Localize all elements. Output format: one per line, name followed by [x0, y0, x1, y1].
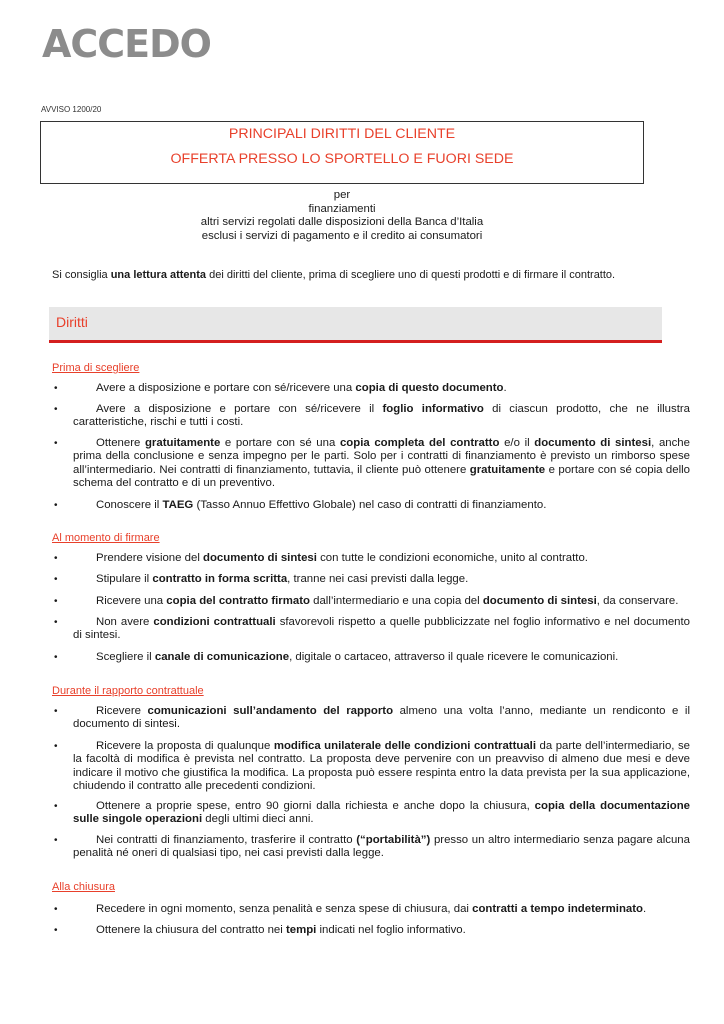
list-item-text	[73, 651, 690, 664]
list-item-text	[73, 834, 690, 861]
subtitle	[40, 189, 644, 243]
body-text: Ricevere una	[96, 595, 167, 607]
bullet-icon: •	[54, 553, 58, 564]
section-title-prima-di-scegliere: Prima di scegliere	[52, 362, 140, 374]
list-item	[54, 800, 690, 827]
body-text: , anche prima della conclusione e senza impegno per le parti. Solo per i contratti di finanziamento è previsto un rimborso spese all’intermediario. Nei contratti di finanziamento, tuttavia, il cliente può ottenere	[73, 437, 690, 476]
emphasis-text: condizioni contrattuali	[153, 616, 276, 628]
list-item	[54, 834, 690, 861]
body-text: e portare con sé una	[220, 437, 340, 449]
emphasis-text: documento di sintesi	[203, 552, 317, 564]
subtitle-line: per	[333, 189, 351, 201]
bullet-icon: •	[54, 617, 58, 628]
list-item-text	[73, 403, 690, 430]
company-logo: ACCEDO	[42, 22, 211, 66]
list-item	[54, 903, 690, 916]
emphasis-text: TAEG	[162, 499, 194, 511]
list-item-text	[73, 573, 690, 586]
body-text: e/o il	[499, 437, 535, 449]
body-text: e portare con sé copia dello schema del contratto e di un preventivo.	[73, 463, 690, 490]
title-line-2: OFFERTA PRESSO LO SPORTELLO E FUORI SEDE	[170, 151, 514, 167]
list-item-text	[73, 800, 690, 827]
bullet-icon: •	[54, 904, 58, 915]
bullet-icon: •	[54, 574, 58, 585]
list-item-text	[73, 616, 690, 643]
body-text: Ottenere	[96, 437, 145, 449]
emphasis-text: contratti a tempo indeterminato	[472, 903, 644, 915]
bullet-icon: •	[54, 438, 58, 449]
emphasis-text: gratuitamente	[469, 463, 546, 476]
title-box	[40, 121, 644, 184]
list-item	[54, 705, 690, 732]
body-text: .	[643, 903, 647, 915]
subtitle-line: esclusi i servizi di pagamento e il credito ai consumatori	[201, 229, 483, 242]
list-item	[54, 924, 690, 937]
body-text: Conoscere il	[96, 499, 163, 511]
body-text: Stipulare il	[96, 573, 153, 585]
body-text: Recedere in ogni momento, senza penalità e senza spese di chiusura, dai	[96, 903, 473, 915]
emphasis-text: documento di sintesi	[482, 595, 597, 607]
body-text: Avere a disposizione e portare con sé/ricevere il	[96, 403, 383, 415]
body-text: Nei contratti di finanziamento, trasferire il contratto	[96, 834, 357, 846]
body-text: sfavorevoli rispetto a quelle pubblicizzate nel foglio informativo e nel documento di sintesi.	[73, 616, 691, 642]
body-text: indicati nel foglio informativo.	[316, 924, 466, 936]
bullet-icon: •	[54, 383, 58, 394]
body-text: almeno una volta l’anno, mediante un rendiconto e il documento di sintesi.	[73, 705, 690, 731]
bullet-icon: •	[54, 706, 58, 717]
emphasis-text: copia della documentazione sulle singole operazioni	[73, 800, 690, 826]
section-title-al-momento-di-firmare: Al momento di firmare	[52, 532, 160, 544]
bullet-icon: •	[54, 925, 58, 936]
list-item-text	[73, 552, 690, 565]
body-text: di ciascun prodotto, che ne illustra caratteristiche, rischi e tutti i costi.	[73, 403, 690, 429]
body-text: dall’intermediario e una copia del	[309, 595, 483, 607]
body-text: Avere a disposizione e portare con sé/ricevere una	[96, 382, 356, 394]
list-item	[54, 403, 690, 430]
body-text: , digitale o cartaceo, attraverso il quale ricevere le comunicazioni.	[289, 651, 619, 663]
list-item	[54, 573, 690, 586]
list-item-text	[73, 740, 690, 794]
body-text: da parte dell’intermediario, se la facoltà di modifica è prevista nel contratto. La proposta deve pervenire con un preavviso di almeno due mesi e deve indicare il motivo che giustifica la modifica. La proposta può essere respinta entro la data prevista per la sua applicazione, chiudendo il contratto alle precedenti condizioni.	[73, 740, 691, 793]
title-line-1: PRINCIPALI DIRITTI DEL CLIENTE	[228, 126, 456, 142]
emphasis-text: comunicazioni sull’andamento del rapporto	[147, 705, 394, 717]
body-text: (Tasso Annuo Effettivo Globale) nel caso di contratti di finanziamento.	[193, 499, 547, 511]
emphasis-text: copia di questo documento	[355, 382, 504, 394]
subtitle-line: altri servizi regolati dalle disposizioni della Banca d’Italia	[200, 216, 484, 228]
list-item	[54, 382, 690, 395]
bullet-icon: •	[54, 652, 58, 663]
body-text: Ricevere la proposta di qualunque	[96, 740, 274, 752]
list-item-text	[73, 499, 690, 512]
emphasis-text: documento di sintesi	[534, 437, 652, 449]
body-text: con tutte le condizioni economiche, unito al contratto.	[316, 552, 588, 564]
body-text: .	[503, 382, 507, 394]
emphasis-text: contratto in forma scritta	[152, 573, 288, 585]
bullet-icon: •	[54, 835, 58, 846]
list-item-text	[73, 924, 690, 937]
bullet-icon: •	[54, 404, 58, 415]
bullet-icon: •	[54, 801, 58, 812]
emphasis-text: gratuitamente	[144, 437, 221, 449]
body-text: , da conservare.	[596, 595, 679, 607]
emphasis-text: copia del contratto firmato	[166, 595, 310, 607]
section-title-durante-il-rapporto: Durante il rapporto contrattuale	[52, 685, 204, 697]
body-text: Ottenere a proprie spese, entro 90 giorni dalla richiesta e anche dopo la chiusura,	[96, 800, 535, 812]
bullet-icon: •	[54, 596, 58, 607]
body-text: Scegliere il	[96, 651, 155, 663]
list-item	[54, 552, 690, 565]
list-item-text	[73, 595, 690, 608]
bullet-icon: •	[54, 741, 58, 752]
body-text: presso un altro intermediario senza pagare alcuna penalità né oneri di qualsiasi tipo, nei casi previsti dalla legge.	[73, 834, 690, 860]
body-text: Ricevere	[96, 705, 148, 717]
bullet-icon: •	[54, 500, 58, 511]
emphasis-text: tempi	[285, 924, 317, 936]
diritti-heading: Diritti	[56, 314, 88, 330]
body-text: Ottenere la chiusura del contratto nei	[96, 924, 286, 936]
list-item	[54, 616, 691, 643]
list-item-text	[73, 705, 690, 732]
list-item	[54, 651, 690, 664]
subtitle-line: finanziamenti	[308, 202, 376, 215]
emphasis-text: (“portabilità”)	[356, 834, 431, 846]
emphasis-text: foglio informativo	[382, 403, 484, 415]
list-item-text	[73, 437, 690, 491]
list-item-text	[73, 382, 690, 395]
list-item	[54, 499, 690, 512]
section-title-alla-chiusura: Alla chiusura	[52, 881, 115, 893]
body-text: Si consiglia	[52, 269, 111, 281]
body-text: , tranne nei casi previsti dalla legge.	[287, 573, 469, 585]
body-text: Prendere visione del	[96, 552, 204, 564]
list-item	[54, 740, 691, 794]
emphasis-text: modifica unilaterale delle condizioni contrattuali	[273, 740, 536, 752]
reading-advice	[52, 269, 615, 282]
emphasis-text: una lettura attenta	[110, 269, 207, 281]
body-text: dei diritti del cliente, prima di scegliere uno di questi prodotti e di firmare il contratto.	[206, 269, 616, 281]
emphasis-text: canale di comunicazione	[154, 651, 290, 663]
body-text: degli ultimi dieci anni.	[202, 813, 314, 826]
diritti-section-header	[49, 307, 662, 343]
list-item	[54, 437, 690, 491]
emphasis-text: copia completa del contratto	[339, 437, 500, 449]
document-reference: AVVISO 1200/20	[41, 105, 102, 114]
body-text: Non avere	[96, 616, 154, 628]
list-item	[54, 595, 690, 608]
list-item-text	[73, 903, 690, 916]
